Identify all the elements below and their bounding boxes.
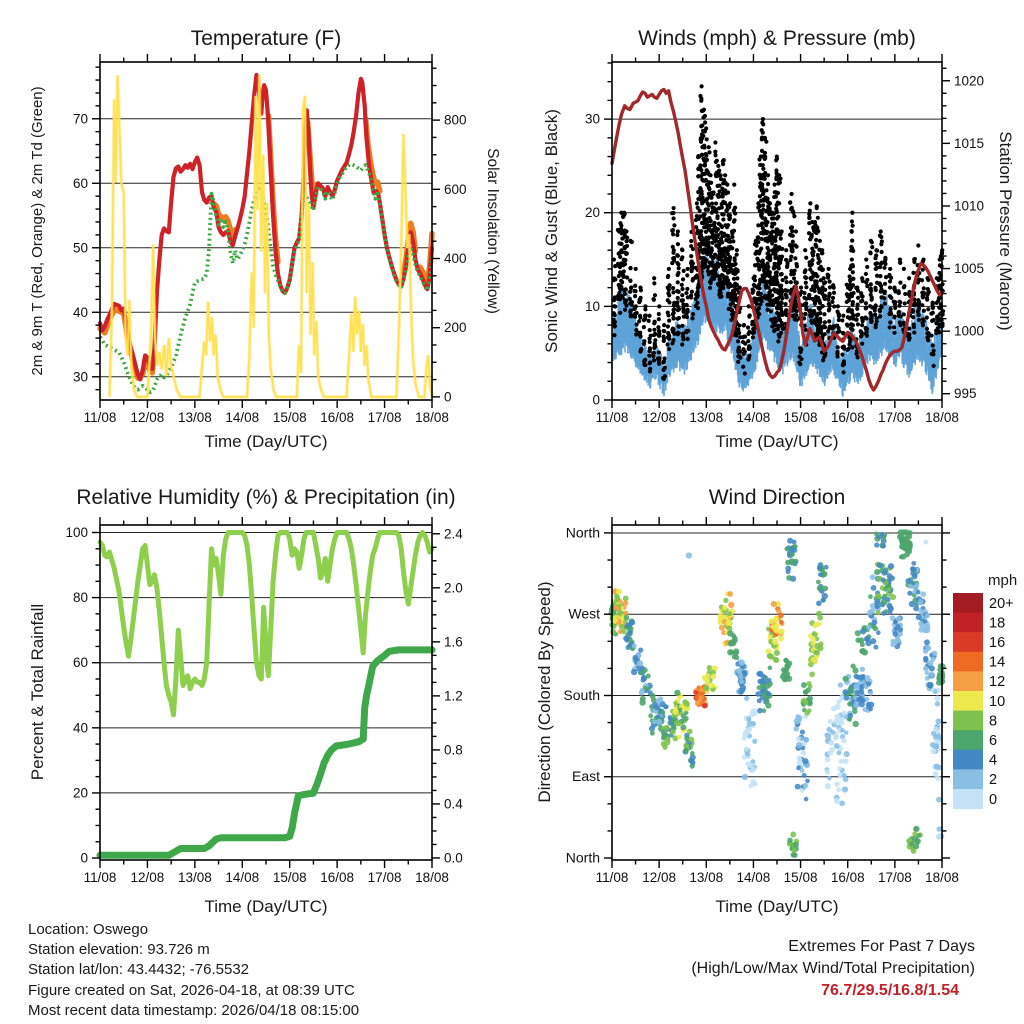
- tick-label: 16/08: [830, 410, 865, 425]
- tick-label: 1010: [954, 198, 985, 214]
- colorbar-tick-label: 0: [989, 791, 998, 808]
- xlabel-winddir: Time (Day/UTC): [715, 897, 839, 916]
- tick-label: 1000: [954, 323, 985, 339]
- tick-label: 11/08: [83, 870, 117, 885]
- chart-title-temperature: Temperature (F): [190, 27, 342, 50]
- colorbar-swatch: [953, 632, 983, 652]
- tick-label: 800: [444, 112, 467, 128]
- tick-label: 16/08: [320, 870, 355, 885]
- colorbar-tick-label: 6: [989, 733, 998, 749]
- extremes-block: [512, 936, 975, 1002]
- tick-label: 40: [72, 720, 88, 736]
- tick-label: West: [568, 605, 600, 622]
- tick-label: 1.6: [444, 634, 463, 650]
- ylabel-winddir-left: Direction (Colored By Speed): [535, 581, 554, 803]
- tick-label: 10: [584, 298, 600, 314]
- tick-label: 15/08: [783, 410, 818, 425]
- tick-label: 14/08: [225, 870, 260, 885]
- recent-timestamp: Most recent data timestamp: 2026/04/18 08:15:00: [28, 1001, 360, 1019]
- xlabel-humidity: Time (Day/UTC): [204, 897, 328, 916]
- tick-label: 18/08: [925, 870, 959, 885]
- colorbar-tick-label: 8: [989, 713, 998, 730]
- ylabel-temperature-right: Solar Insolation (Yellow): [484, 148, 501, 314]
- tick-label: 0.4: [444, 796, 463, 812]
- colorbar-tick-label: 20+: [989, 595, 1014, 612]
- tick-label: 40: [72, 304, 88, 320]
- series-relative-humidity-lightgreen: [100, 533, 432, 715]
- station-latlon: Station lat/lon: 43.4432; -76.5532: [28, 961, 250, 979]
- xlabel-temperature: Time (Day/UTC): [204, 432, 328, 451]
- colorbar-swatch: [953, 769, 983, 789]
- tick-label: 70: [72, 111, 88, 127]
- tick-label: 15/08: [783, 870, 818, 885]
- extremes-values: 76.7/29.5/16.8/1.54: [821, 982, 959, 999]
- tick-label: 0: [592, 392, 600, 408]
- colorbar-swatch: [953, 711, 983, 731]
- tick-label: 13/08: [689, 870, 724, 885]
- series-total-rainfall-green: [100, 650, 432, 855]
- colorbar-tick-label: 12: [989, 674, 1006, 691]
- tick-label: 16/08: [320, 410, 355, 425]
- chart-humidity: [65, 517, 463, 885]
- figure-created: Figure created on Sat, 2026-04-18, at 08:39 UTC: [28, 981, 355, 999]
- colorbar-swatch: [953, 730, 983, 750]
- tick-label: 13/08: [689, 410, 724, 425]
- xlabel-winds: Time (Day/UTC): [715, 432, 839, 451]
- station-location: Location: Oswego: [28, 921, 149, 938]
- tick-label: 11/08: [595, 410, 629, 425]
- tick-label: 0: [444, 389, 452, 405]
- tick-label: 60: [72, 175, 88, 191]
- tick-label: 2.0: [444, 580, 463, 596]
- tick-label: 0.8: [444, 742, 463, 758]
- colorbar-swatch: [953, 691, 983, 711]
- colorbar-tick-label: 16: [989, 635, 1006, 651]
- tick-label: 14/08: [736, 870, 771, 885]
- tick-label: 13/08: [177, 410, 212, 425]
- tick-label: 200: [444, 320, 467, 336]
- tick-label: 50: [72, 240, 88, 256]
- colorbar-unit-label: mph: [988, 572, 1018, 589]
- tick-label: 15/08: [272, 410, 307, 425]
- tick-label: 13/08: [177, 870, 212, 885]
- tick-label: 2.4: [444, 526, 463, 542]
- chart-title-winds: Winds (mph) & Pressure (mb): [638, 27, 916, 50]
- tick-label: 18/08: [415, 870, 449, 885]
- ylabel-winds-left: Sonic Wind & Gust (Blue, Black): [542, 109, 561, 353]
- extremes-title: Extremes For Past 7 Days: [788, 938, 975, 955]
- tick-label: 20: [72, 785, 88, 801]
- tick-label: 100: [65, 524, 88, 540]
- tick-label: 11/08: [595, 870, 629, 885]
- tick-label: 18/08: [925, 410, 959, 425]
- tick-label: 1020: [954, 73, 985, 89]
- tick-label: 995: [954, 386, 977, 402]
- tick-label: 18/08: [415, 410, 449, 425]
- tick-label: 12/08: [642, 410, 677, 425]
- ylabel-humidity-left: Percent & Total Rainfall: [28, 603, 47, 781]
- colorbar-tick-label: 18: [989, 615, 1006, 632]
- colorbar-swatch: [953, 593, 983, 613]
- colorbar-swatch: [953, 789, 983, 809]
- colorbar-swatch: [953, 750, 983, 770]
- station-elevation: Station elevation: 93.726 m: [28, 941, 210, 959]
- tick-label: 80: [72, 590, 88, 606]
- speed-colorbar: [953, 593, 1014, 809]
- series-wind-direction-dots: [609, 529, 946, 858]
- colorbar-tick-label: 14: [989, 654, 1006, 671]
- tick-label: 1.2: [444, 688, 463, 704]
- tick-label: 0: [80, 850, 88, 866]
- chart-winddir: [563, 517, 958, 885]
- tick-label: 11/08: [83, 410, 117, 425]
- tick-label: 14/08: [225, 410, 260, 425]
- tick-label: 20: [584, 205, 600, 221]
- tick-label: North: [565, 849, 600, 866]
- tick-label: 30: [584, 111, 600, 127]
- tick-label: 400: [444, 251, 467, 267]
- tick-label: 12/08: [642, 870, 677, 885]
- colorbar-swatch: [953, 671, 983, 691]
- chart-title-humidity: Relative Humidity (%) & Precipitation (in): [76, 486, 456, 509]
- colorbar-tick-label: 2: [989, 772, 998, 789]
- ylabel-winds-right: Station Pressure (Maroon): [996, 131, 1015, 331]
- tick-label: 1015: [954, 135, 985, 151]
- tick-label: 14/08: [736, 410, 771, 425]
- tick-label: 16/08: [830, 870, 865, 885]
- station-info: [28, 920, 359, 1021]
- tick-label: 1005: [954, 261, 985, 277]
- tick-label: 12/08: [130, 410, 165, 425]
- tick-label: 60: [72, 655, 88, 671]
- extremes-subtitle: (High/Low/Max Wind/Total Precipitation): [691, 960, 975, 977]
- tick-label: 0.0: [444, 850, 463, 866]
- ylabel-temperature-left: 2m & 9m T (Red, Orange) & 2m Td (Green): [29, 86, 46, 376]
- tick-label: East: [571, 768, 600, 785]
- tick-label: 17/08: [367, 870, 402, 885]
- plot-frame: [612, 525, 942, 860]
- tick-label: 30: [72, 369, 88, 385]
- tick-label: 15/08: [272, 870, 307, 885]
- tick-label: 12/08: [130, 870, 165, 885]
- chart-winds: [585, 54, 984, 425]
- colorbar-tick-label: 4: [989, 752, 998, 769]
- chart-title-winddir: Wind Direction: [708, 486, 846, 509]
- tick-label: 17/08: [877, 410, 912, 425]
- tick-label: 17/08: [367, 410, 402, 425]
- tick-label: North: [565, 524, 600, 541]
- colorbar-tick-label: 10: [989, 693, 1006, 710]
- tick-label: 17/08: [877, 870, 912, 885]
- colorbar-swatch: [953, 652, 983, 672]
- tick-label: 600: [444, 181, 467, 197]
- chart-temperature: [73, 54, 467, 425]
- colorbar-swatch: [953, 613, 983, 633]
- tick-label: South: [563, 686, 600, 703]
